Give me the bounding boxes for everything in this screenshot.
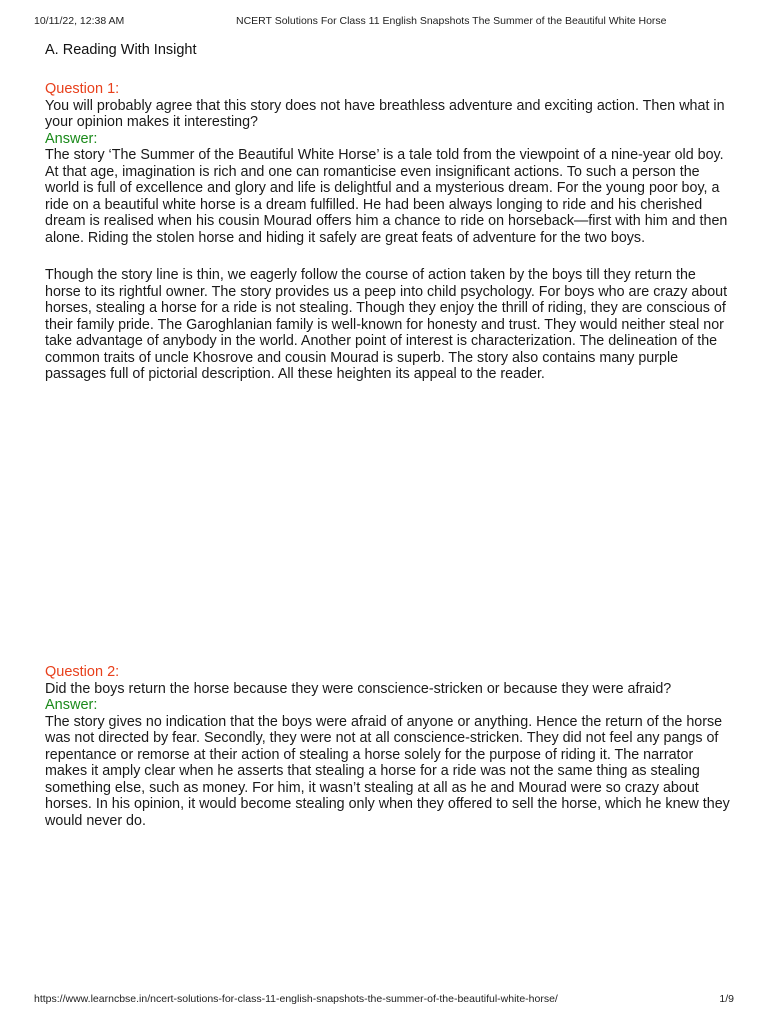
answer-label: Answer: [45,697,98,713]
question-label: Question 2: [45,664,120,680]
section-heading: A. Reading With Insight [45,42,197,58]
question-block-1 [45,81,735,383]
question-text: Did the boys return the horse because they were conscience-stricken or because they were afraid? [45,680,672,697]
page-number: 1/9 [719,993,734,1005]
question-block-2 [45,664,735,829]
answer-paragraph: The story gives no indication that the boys were afraid of anyone or anything. Hence the return of the horse was not directed by fear. Secondly, they were not at all conscience-stricken. They did not feel any pangs of repentance or remorse at their action of stealing a horse solely for the purpose of riding it. The narrator makes it amply clear when he asserts that stealing a horse for a ride was not the same thing as stealing something else, such as money. For him, it wasn’t stealing at all as he and Mourad were so crazy about horses. In his opinion, it would become stealing only when they offered to sell the horse, which he knew they would never do. [45,713,730,829]
print-header [0,15,768,31]
question-label: Question 1: [45,81,120,97]
answer-paragraph: The story ‘The Summer of the Beautiful White Horse’ is a tale told from the viewpoint of a nine-year old boy. At that age, imagination is rich and one can romanticise even insignificant actions. To such a person the world is full of excellence and glory and life is delightful and a mysterious dream. For the young poor boy, a ride on a beautiful white horse is a dream fulfilled. He had been always longing to ride and his cherished dream is realised when his cousin Mourad offers him a chance to ride on horseback—first with him and then alone. Riding the stolen horse and hiding it safely are great feats of adventure for the two boys. [45,147,728,246]
question-text: You will probably agree that this story does not have breathless adventure and exciting action. Then what in your opinion makes it interesting? [45,97,725,130]
print-datetime: 10/11/22, 12:38 AM [34,15,125,27]
answer-label: Answer: [45,130,98,147]
answer-paragraph: Though the story line is thin, we eagerly follow the course of action taken by the boys till they return the horse to its rightful owner. The story provides us a peep into child psychology. For boys who are crazy about horses, stealing a horse for a ride is not stealing. Though they enjoy the thrill of riding, they are conscious of their family pride. The Garoghlanian family is well-known for honesty and trust. They would neither steal nor take advantage of anybody in the world. Another point of interest is characterization. The delineation of the common traits of uncle Khosrove and cousin Mourad is superb. The story also contains many purple passages full of pictorial description. All these heighten its appeal to the reader. [45,267,728,382]
page-url-link[interactable]: https://www.learncbse.in/ncert-solutions-for-class-11-english-snapshots-the-summer-of-the-beautiful-white-horse/ [34,993,558,1005]
print-page-title: NCERT Solutions For Class 11 English Snapshots The Summer of the Beautiful White Horse [236,15,667,27]
print-footer [0,993,768,1009]
paragraph-spacer [45,246,735,267]
